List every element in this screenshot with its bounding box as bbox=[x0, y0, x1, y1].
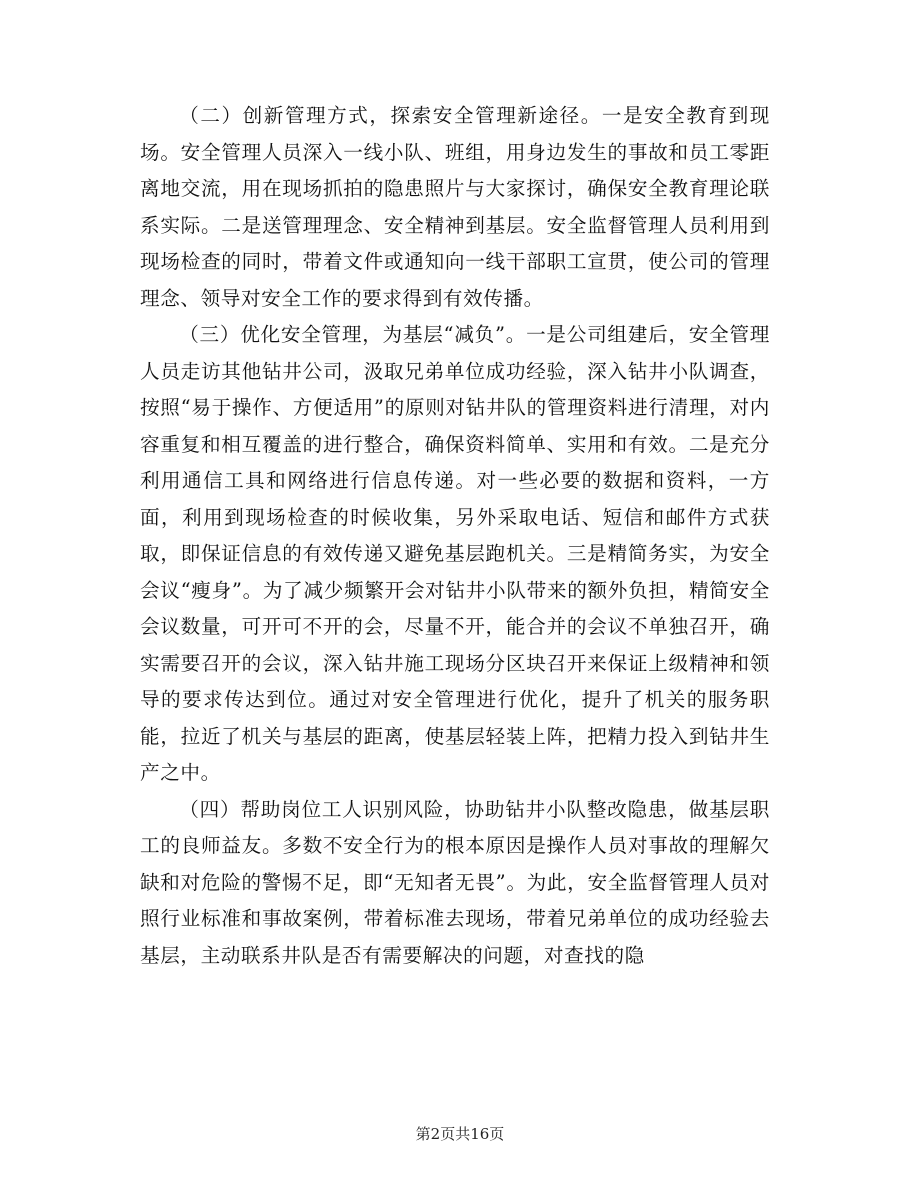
paragraph-optimize-management: （三）优化安全管理，为基层“减负”。一是公司组建后，安全管理人员走访其他钻井公司，汲取兄弟单位成功经验，深入钻井小队调查，按照“易于操作、方便适用”的原则对钻井队的管理资料进行清理，对内容重复和相互覆盖的进行整合，确保资料简单、实用和有效。二是充分利用通信工具和网络进行信息传递。对一些必要的数据和资料，一方面，利用到现场检查的时候收集，另外采取电话、短信和邮件方式获取，即保证信息的有效传递又避免基层跑机关。三是精简务实，为安全会议“瘦身”。为了减少频繁开会对钻井小队带来的额外负担，精简安全会议数量，可开可不开的会，尽量不开，能合并的会议不单独召开，确实需要召开的会议，深入钻井施工现场分区块召开来保证上级精神和领导的要求传达到位。通过对安全管理进行优化，提升了机关的服务职能，拉近了机关与基层的距离，使基层轻装上阵，把精力投入到钻井生产之中。 bbox=[140, 323, 770, 784]
page-number: 第2页共16页 bbox=[415, 1125, 505, 1143]
document-body bbox=[140, 98, 770, 974]
paragraph-risk-identification: （四）帮助岗位工人识别风险，协助钻井小队整改隐患，做基层职工的良师益友。多数不安全行为的根本原因是操作人员对事故的理解欠缺和对危险的警惕不足，即“无知者无畏”。为此，安全监督管理人员对照行业标准和事故案例，带着标准去现场，带着兄弟单位的成功经验去基层，主动联系井队是否有需要解决的问题，对查找的隐 bbox=[140, 797, 770, 967]
paragraph-management-methods: （二）创新管理方式，探索安全管理新途径。一是安全教育到现场。安全管理人员深入一线小队、班组，用身边发生的事故和员工零距离地交流，用在现场抓拍的隐患照片与大家探讨，确保安全教育理论联系实际。二是送管理理念、安全精神到基层。安全监督管理人员利用到现场检查的同时，带着文件或通知向一线干部职工宣贯，使公司的管理理念、领导对安全工作的要求得到有效传播。 bbox=[140, 104, 770, 310]
